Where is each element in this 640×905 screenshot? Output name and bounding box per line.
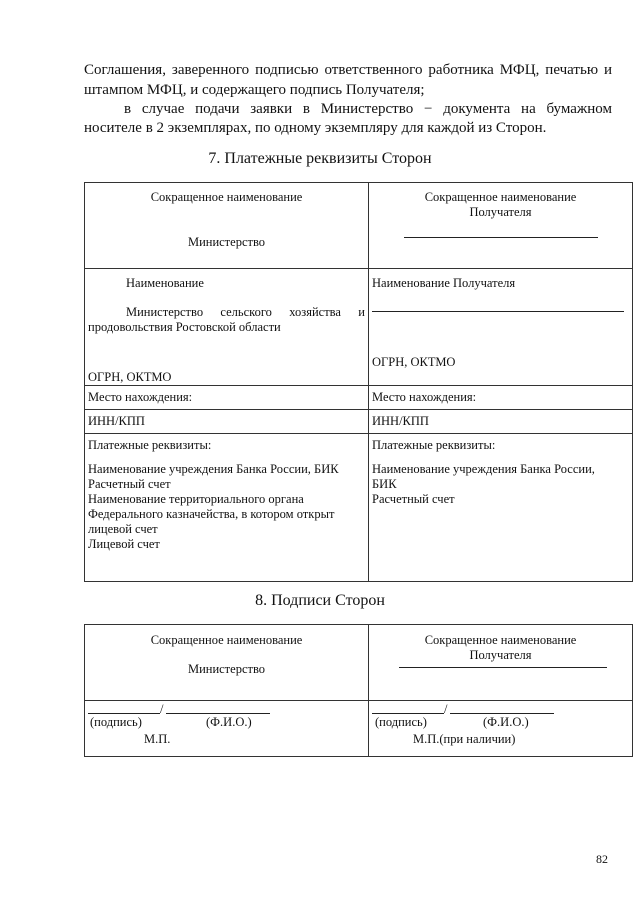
left-short-name-label: Сокращенное наименование (150, 190, 303, 204)
table-row (85, 183, 633, 269)
left-payment-line: Наименование территориального органа (88, 492, 304, 506)
right-stamp: М.П.(при наличии) (413, 732, 516, 746)
left-fio-label: (Ф.И.О.) (206, 715, 252, 729)
left-payment-line: Расчетный счет (88, 477, 171, 491)
right-payment-label: Платежные реквизиты: (372, 438, 496, 452)
right-name-label: Наименование Получателя (372, 276, 516, 290)
sign-left-short-name-value: Министерство (187, 662, 266, 676)
payment-details-table (84, 182, 633, 582)
right-short-name-line2: Получателя (469, 205, 532, 219)
section-8-title: 8. Подписи Сторон (255, 592, 385, 609)
sign-right-short-name-blank (399, 667, 607, 668)
right-payment-line: Наименование учреждения Банка России, (372, 462, 595, 476)
right-inn: ИНН/КПП (369, 410, 633, 434)
page-number: 82 (596, 852, 608, 866)
left-location: Место нахождения: (85, 386, 369, 410)
cell-right-sign-name (369, 625, 633, 701)
right-name-blank (372, 311, 624, 312)
cell-right-name (369, 269, 633, 386)
table-row (85, 625, 633, 701)
right-payment-line: Расчетный счет (372, 492, 455, 506)
table-row (85, 269, 633, 386)
right-fio-label: (Ф.И.О.) (483, 715, 529, 729)
right-sign-label: (подпись) (375, 715, 427, 729)
right-ogrn: ОГРН, ОКТМО (372, 355, 456, 369)
section-7-title: 7. Платежные реквизиты Сторон (208, 150, 432, 167)
left-name-value-line2: продовольствия Ростовской области (88, 320, 281, 334)
table-row (85, 386, 633, 410)
left-stamp: М.П. (144, 732, 171, 746)
cell-right-signature: / (подпись) (Ф.И.О.) М.П.(при наличии) (369, 701, 633, 757)
right-short-name-blank (404, 237, 598, 238)
cell-left-payment (85, 434, 369, 582)
left-name-value-line1: Министерство сельского хозяйства и (126, 305, 365, 319)
sign-right-short-name-line2: Получателя (469, 648, 532, 662)
left-payment-line: Наименование учреждения Банка России, БИК (88, 462, 339, 476)
right-signature-line (372, 713, 444, 714)
right-location: Место нахождения: (369, 386, 633, 410)
cell-left-name (85, 269, 369, 386)
table-row (85, 410, 633, 434)
cell-right-payment (369, 434, 633, 582)
left-ogrn: ОГРН, ОКТМО (88, 370, 172, 384)
left-name-label: Наименование (126, 276, 204, 290)
intro-line-4: носителе в 2 экземплярах, по одному экземпляру для каждой из Сторон. (84, 120, 547, 136)
cell-left-signature: / (подпись) (Ф.И.О.) М.П. (85, 701, 369, 757)
left-payment-line: Лицевой счет (88, 537, 160, 551)
intro-line-2: штампом МФЦ, и содержащего подпись Получателя; (84, 82, 425, 98)
sign-left-short-name-label: Сокращенное наименование (150, 633, 303, 647)
left-payment-label: Платежные реквизиты: (88, 438, 212, 452)
left-inn: ИНН/КПП (85, 410, 369, 434)
right-payment-line: БИК (372, 477, 397, 491)
right-fio-line (450, 713, 554, 714)
cell-left-short-name (85, 183, 369, 269)
left-sign-label: (подпись) (90, 715, 142, 729)
intro-line-1: Соглашения, заверенного подписью ответственного работника МФЦ, печатью и (84, 62, 612, 78)
table-row (85, 701, 633, 757)
cell-left-sign-name (85, 625, 369, 701)
signatures-table (84, 624, 633, 757)
left-fio-line (166, 713, 270, 714)
right-short-name-line1: Сокращенное наименование (424, 190, 577, 204)
left-short-name-value: Министерство (187, 235, 266, 249)
table-row (85, 434, 633, 582)
cell-right-short-name (369, 183, 633, 269)
sign-right-short-name-line1: Сокращенное наименование (424, 633, 577, 647)
left-payment-line: Федерального казначейства, в котором открыт (88, 507, 335, 521)
left-signature-line (88, 713, 160, 714)
intro-line-3: в случае подачи заявки в Министерство − документа на бумажном (124, 101, 612, 117)
left-payment-line: лицевой счет (88, 522, 158, 536)
